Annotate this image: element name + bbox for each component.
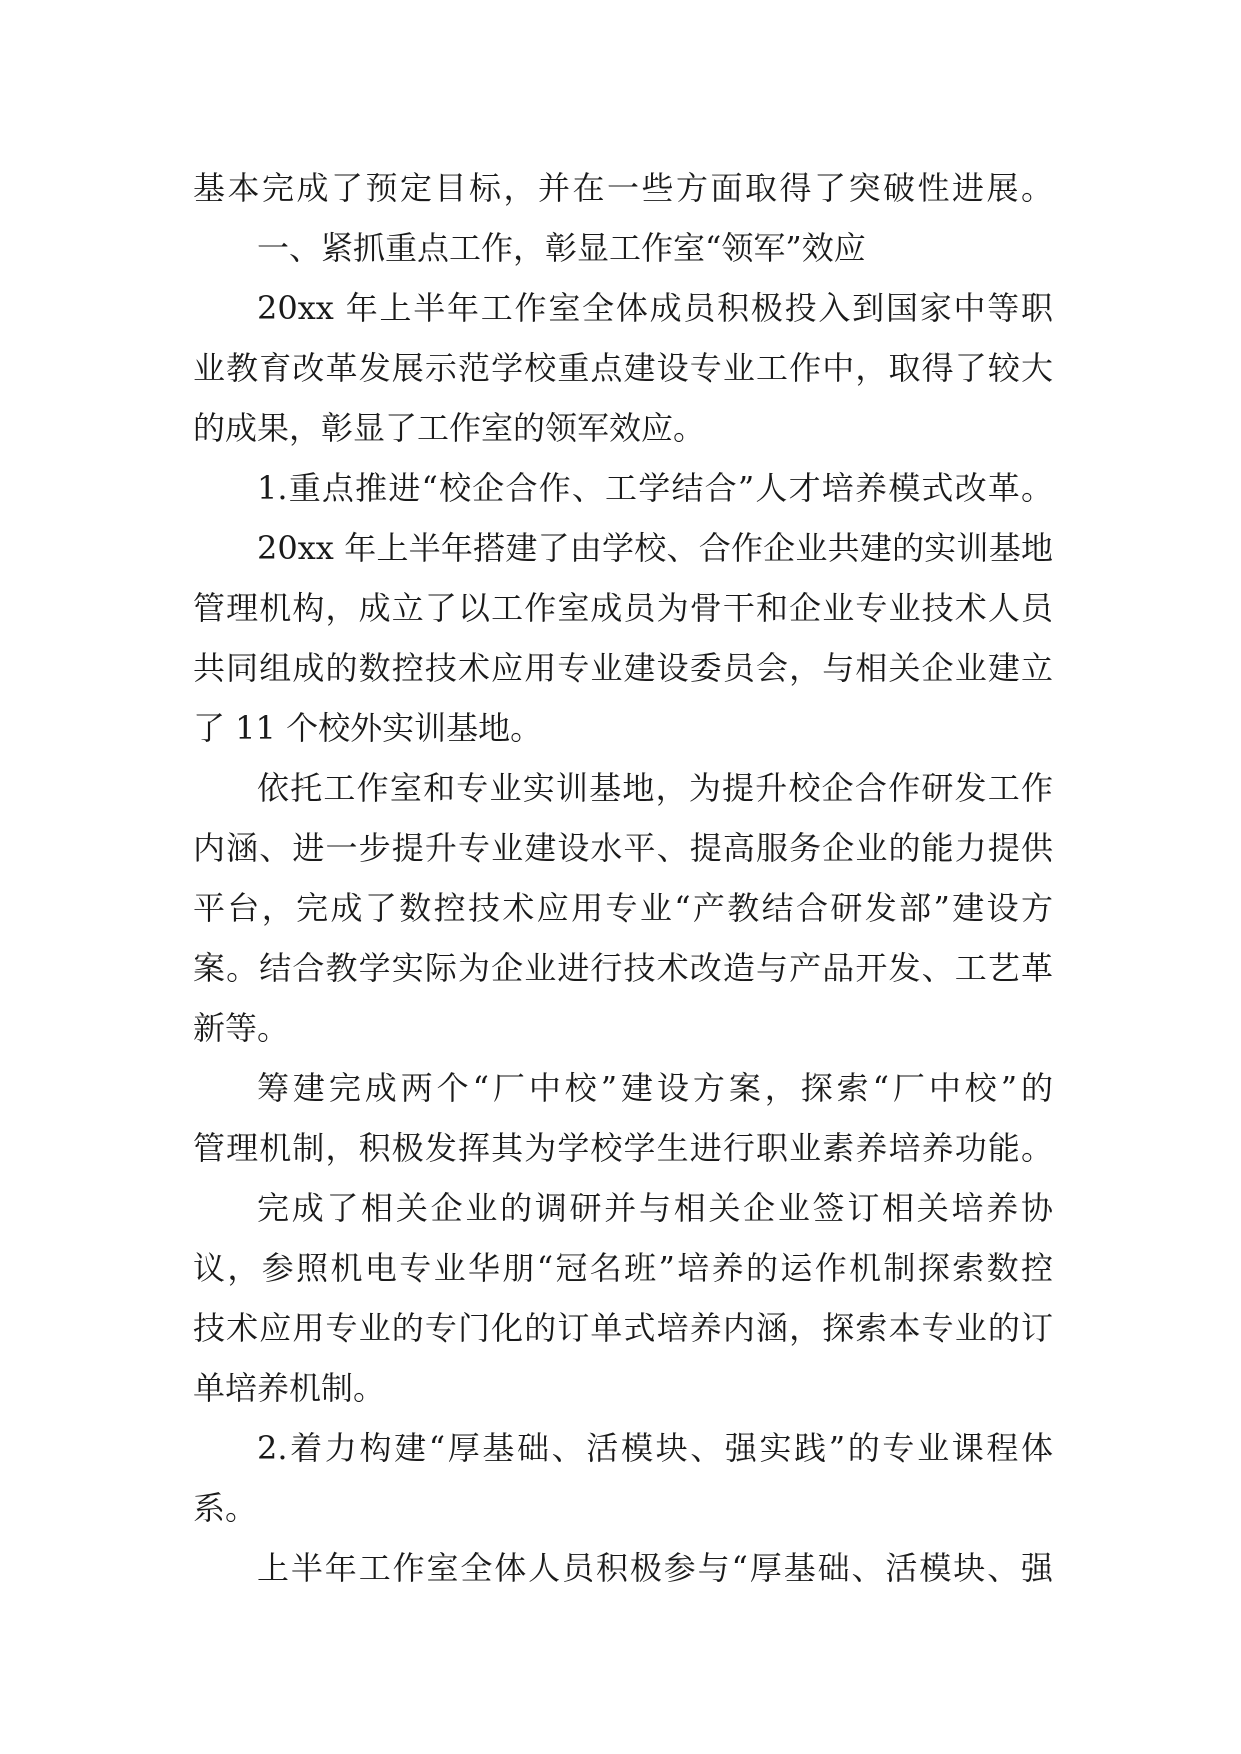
text-line: 依托工作室和专业实训基地，为提升校企合作研发工作 xyxy=(257,769,1053,807)
text-line: 新等。 xyxy=(193,1009,290,1047)
text-line: 技术应用专业的专门化的订单式培养内涵，探索本专业的订 xyxy=(193,1309,1053,1347)
section-heading: 一、紧抓重点工作，彰显工作室“领军”效应 xyxy=(257,229,866,267)
text-line: 筹建完成两个“厂中校”建设方案，探索“厂中校”的 xyxy=(257,1069,1053,1107)
text-line: 单培养机制。 xyxy=(193,1369,386,1407)
text-line: 的成果，彰显了工作室的领军效应。 xyxy=(193,409,706,447)
text-line: 完成了相关企业的调研并与相关企业签订相关培养协 xyxy=(257,1189,1053,1227)
subsection-heading: 2.着力构建“厚基础、活模块、强实践”的专业课程体 xyxy=(257,1429,1053,1467)
text-line: 基本完成了预定目标，并在一些方面取得了突破性进展。 xyxy=(193,169,1053,207)
text-line: 管理机构，成立了以工作室成员为骨干和企业专业技术人员 xyxy=(193,589,1053,627)
text-line: 议，参照机电专业华朋“冠名班”培养的运作机制探索数控 xyxy=(193,1249,1053,1287)
text-line: 20xx 年上半年工作室全体成员积极投入到国家中等职 xyxy=(257,289,1053,327)
text-line: 共同组成的数控技术应用专业建设委员会，与相关企业建立 xyxy=(193,649,1053,687)
text-line: 案。结合教学实际为企业进行技术改造与产品开发、工艺革 xyxy=(193,949,1053,987)
text-line: 平台，完成了数控技术应用专业“产教结合研发部”建设方 xyxy=(193,889,1053,927)
text-line: 20xx 年上半年搭建了由学校、合作企业共建的实训基地 xyxy=(257,529,1053,567)
text-line: 系。 xyxy=(193,1489,258,1527)
text-line: 管理机制，积极发挥其为学校学生进行职业素养培养功能。 xyxy=(193,1129,1053,1167)
text-line: 上半年工作室全体人员积极参与“厚基础、活模块、强 xyxy=(257,1549,1053,1587)
text-line: 业教育改革发展示范学校重点建设专业工作中，取得了较大 xyxy=(193,349,1053,387)
text-line: 内涵、进一步提升专业建设水平、提高服务企业的能力提供 xyxy=(193,829,1053,867)
subsection-heading: 1.重点推进“校企合作、工学结合”人才培养模式改革。 xyxy=(257,469,1053,507)
text-line: 了 11 个校外实训基地。 xyxy=(193,709,543,747)
